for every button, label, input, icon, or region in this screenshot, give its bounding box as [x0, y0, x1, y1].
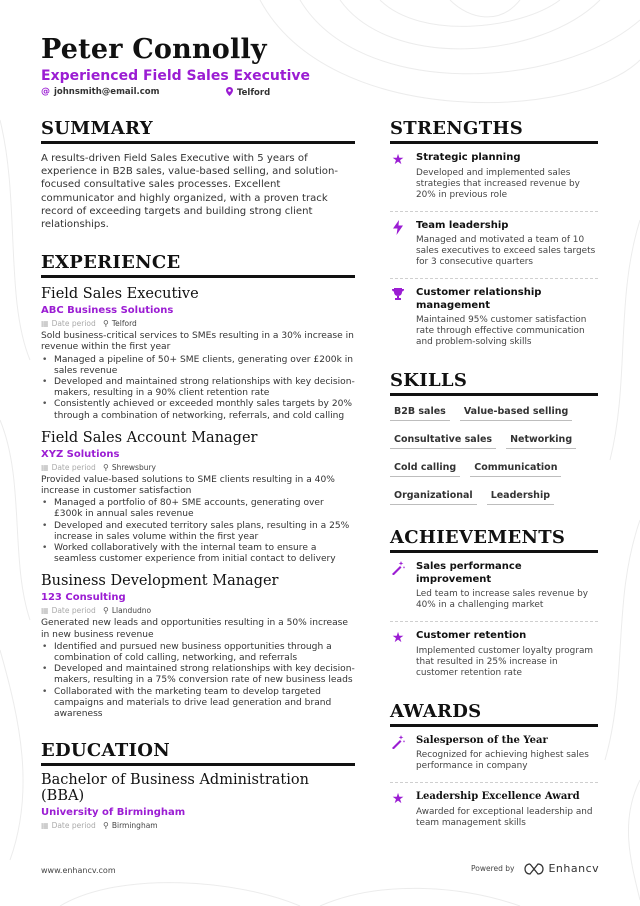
education-meta — [41, 821, 355, 830]
magic-wand-icon — [390, 561, 406, 611]
award-item — [390, 791, 598, 829]
job-location: Llandudno — [111, 606, 152, 616]
enhancv-logo-icon — [524, 863, 544, 875]
skill-tag: Value-based selling — [460, 404, 573, 421]
achievement-desc: Led team to increase sales revenue by 40% in a challenging market — [416, 589, 588, 610]
strengths-heading: STRENGTHS — [390, 118, 598, 144]
calendar-icon: ▦ — [41, 319, 49, 329]
job-meta — [41, 319, 355, 328]
strength-desc: Managed and motivated a team of 10 sales executives to exceed sales targets for 3 consecutive quarters — [416, 235, 596, 267]
strength-title: Strategic planning — [416, 152, 521, 163]
bullet-item: • Identified and pursued new business opportunities through a combination of cold calling, networking, and referrals — [41, 642, 355, 664]
job-meta — [41, 463, 355, 472]
job-meta — [41, 606, 355, 615]
bullet-item: • Developed and maintained strong relationships with key decision-makers, resulting in a 90% client retention rate — [41, 377, 355, 399]
company-name: XYZ Solutions — [41, 448, 120, 460]
trophy-icon — [390, 287, 406, 348]
strength-title: Customer relationship management — [416, 287, 542, 311]
education-location: Birmingham — [111, 821, 158, 831]
star-icon: ★ — [391, 791, 405, 807]
degree-title: Bachelor of Business Administration (BBA) — [41, 772, 309, 805]
award-desc: Awarded for exceptional leadership and team management skills — [416, 806, 593, 828]
bullet-item: • Consistently achieved or exceeded monthly sales targets by 20% through a combination of networking, referrals, and cold calling — [41, 399, 355, 421]
job-location: Shrewsbury — [111, 462, 156, 472]
achievement-item — [390, 561, 598, 611]
summary-heading: SUMMARY — [41, 118, 355, 144]
company-name: 123 Consulting — [41, 592, 126, 604]
strength-item — [390, 152, 598, 201]
candidate-title: Experienced Field Sales Executive — [41, 68, 311, 84]
footer-branding[interactable] — [471, 862, 599, 875]
job-description: Generated new leads and opportunities resulting in a 50% increase in new business revenue — [41, 618, 349, 640]
achievement-desc: Implemented customer loyalty program that resulted in 25% increase in customer retention rate — [416, 645, 594, 678]
email-text: johnsmith@email.com — [54, 87, 160, 97]
job-description: Provided value-based solutions to SME clients resulting in a 40% increase in customer satisfaction — [41, 474, 335, 497]
strength-desc: Developed and implemented sales strategies that increased revenue by 20% in previous role — [416, 167, 580, 200]
education-heading: EDUCATION — [41, 740, 355, 766]
job-bullets — [41, 498, 355, 565]
lightning-icon — [390, 220, 406, 269]
date-period: Date period — [51, 462, 96, 472]
experience-entry — [41, 286, 355, 422]
enhancv-logo — [524, 862, 599, 875]
brand-name: Enhancv — [548, 862, 600, 875]
location-pin-icon: ⚲ — [103, 319, 109, 329]
job-bullets — [41, 355, 355, 422]
experience-entry — [41, 573, 355, 720]
skill-tag: Organizational — [390, 488, 477, 505]
at-icon: @ — [41, 87, 50, 97]
calendar-icon: ▦ — [41, 606, 49, 616]
contact-email[interactable] — [41, 87, 159, 97]
left-column — [41, 118, 355, 830]
experience-entry — [41, 430, 355, 566]
strength-desc: Maintained 95% customer satisfaction rate through effective communication and problem-solving skills — [416, 315, 587, 347]
experience-heading: EXPERIENCE — [41, 252, 355, 278]
skill-tag: Networking — [506, 432, 576, 449]
strength-item — [390, 220, 598, 269]
company-name: ABC Business Solutions — [41, 305, 174, 317]
job-title: Business Development Manager — [41, 573, 279, 590]
award-item — [390, 735, 598, 773]
job-location: Telford — [111, 319, 137, 329]
magic-wand-icon — [390, 735, 406, 773]
award-title: Salesperson of the Year — [416, 734, 548, 746]
calendar-icon: ▦ — [41, 462, 49, 472]
skill-tag: Cold calling — [390, 460, 460, 477]
achievement-item — [390, 630, 598, 679]
achievements-list — [390, 561, 598, 679]
job-title: Field Sales Executive — [41, 286, 199, 303]
bullet-item: • Managed a portfolio of 80+ SME accounts, generating over £300k in annual sales revenue — [41, 498, 355, 520]
job-title: Field Sales Account Manager — [41, 429, 258, 446]
award-title: Leadership Excellence Award — [416, 791, 580, 802]
bullet-item: • Developed and maintained strong relationships with key decision-makers, resulting in a 75% conversion rate of new business leads — [41, 664, 355, 686]
bullet-item: • Collaborated with the marketing team to develop targeted campaigns and materials to drive lead generation and brand awareness — [41, 687, 355, 721]
bullet-item: • Worked collaboratively with the internal team to ensure a seamless customer experience from initial contact to delivery — [41, 543, 355, 565]
skills-heading: SKILLS — [390, 370, 598, 396]
education-entry — [41, 772, 355, 830]
skill-tag: Communication — [470, 460, 561, 477]
award-desc: Recognized for achieving highest sales performance in company — [416, 750, 589, 771]
divider — [390, 211, 598, 212]
job-description: Sold business-critical services to SMEs resulting in a 30% increase in revenue within the first year — [41, 331, 354, 353]
awards-list — [390, 735, 598, 829]
location-pin-icon — [226, 87, 233, 99]
awards-heading: AWARDS — [390, 701, 598, 727]
divider — [390, 782, 598, 783]
date-period: Date period — [51, 606, 96, 616]
location-pin-icon: ⚲ — [103, 606, 109, 616]
contact-location — [226, 87, 270, 99]
strengths-list — [390, 152, 598, 348]
location-pin-icon: ⚲ — [103, 462, 109, 472]
skill-tag: B2B sales — [390, 404, 450, 421]
footer-website[interactable]: www.enhancv.com — [41, 866, 116, 875]
location-pin-icon: ⚲ — [103, 821, 109, 831]
bullet-item: • Managed a pipeline of 50+ SME clients, generating over £200k in sales revenue — [41, 355, 355, 377]
right-column — [390, 118, 598, 829]
summary-text: A results-driven Field Sales Executive with 5 years of experience in B2B sales, value-based selling, and solution-focused consultative sales processes. Excellent communicator and highly organized, with a proven track record of exceeding targets and building strong client relationships. — [41, 153, 338, 231]
school-name: University of Birmingham — [41, 807, 186, 819]
achievement-title: Sales performance improvement — [416, 561, 522, 585]
candidate-name: Peter Connolly — [41, 34, 267, 65]
job-bullets — [41, 642, 355, 720]
calendar-icon: ▦ — [41, 821, 49, 831]
achievement-title: Customer retention — [416, 630, 527, 641]
skills-list — [390, 404, 598, 505]
skill-tag: Consultative sales — [390, 432, 496, 449]
strength-title: Team leadership — [416, 219, 509, 231]
star-icon: ★ — [391, 152, 405, 168]
date-period: Date period — [51, 319, 96, 329]
divider — [390, 621, 598, 622]
date-period: Date period — [51, 821, 96, 831]
skill-tag: Leadership — [487, 488, 554, 505]
divider — [390, 278, 598, 279]
location-text: Telford — [237, 88, 271, 98]
strength-item — [390, 287, 598, 348]
bullet-item: • Developed and executed territory sales plans, resulting in a 25% increase in sales volume within the first year — [41, 521, 355, 543]
star-icon: ★ — [391, 630, 405, 646]
achievements-heading: ACHIEVEMENTS — [390, 527, 598, 553]
powered-by-label: Powered by — [471, 864, 515, 873]
